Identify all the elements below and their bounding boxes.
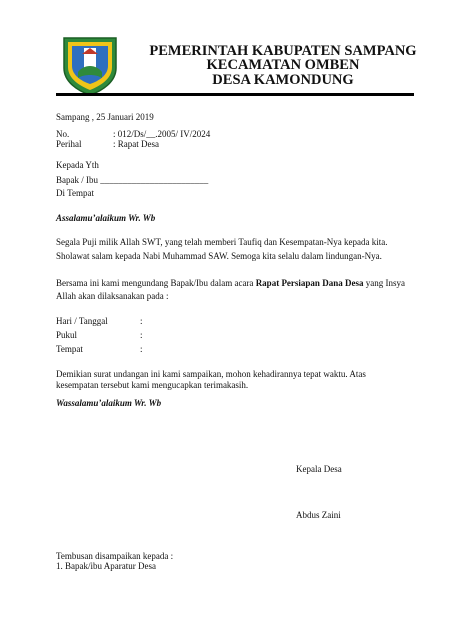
copy-to-heading: Tembusan disampaikan kepada : — [56, 551, 174, 561]
signatory-name: Abdus Zaini — [296, 510, 341, 520]
header-district-line: KECAMATAN OMBEN — [206, 57, 360, 73]
paragraph-3-line-1: Demikian surat undangan ini kami sampaikan, mohon kehadirannya tepat waktu. Atas — [56, 369, 366, 379]
detail-row-date — [56, 316, 143, 327]
paragraph-2-line-1 — [56, 278, 405, 289]
letter-number-label: No. — [56, 129, 70, 139]
recipient-place: Di Tempat — [56, 188, 94, 198]
time-label: Pukul — [56, 330, 78, 340]
subject-value: : Rapat Desa — [113, 139, 159, 149]
paragraph-2-prefix: Bersama ini kami mengundang Bapak/Ibu dalam acara — [56, 278, 256, 288]
regency-emblem-logo — [58, 34, 122, 96]
paragraph-2-suffix: yang Insya — [363, 278, 405, 288]
header-divider — [56, 93, 414, 96]
subject-label: Perihal — [56, 139, 82, 149]
recipient-greeting: Kepada Yth — [56, 160, 99, 170]
header-village-line: DESA KAMONDUNG — [212, 72, 354, 88]
opening-salutation: Assalamu’alaikum Wr. Wb — [56, 213, 156, 223]
detail-row-time — [56, 330, 143, 341]
closing-salutation: Wassalamu’alaikum Wr. Wb — [56, 398, 162, 408]
paragraph-3-line-2: kesempatan tersebut kami mengucapkan terimakasih. — [56, 380, 249, 390]
paragraph-1-line-2: Sholawat salam kepada Nabi Muhammad SAW. Semoga kita selalu dalam lindungan-Nya. — [56, 251, 382, 261]
signatory-title: Kepala Desa — [296, 464, 342, 474]
event-name: Rapat Persiapan Dana Desa — [255, 278, 364, 288]
letter-number-value: : 012/Ds/__.2005/ IV/2024 — [113, 129, 211, 139]
place-colon: : — [140, 344, 143, 354]
subject-row — [56, 139, 159, 150]
place-date: Sampang , 25 Januari 2019 — [56, 112, 154, 122]
detail-row-place — [56, 344, 143, 355]
place-label: Tempat — [56, 344, 83, 354]
header-government-line: PEMERINTAH KABUPATEN SAMPANG — [149, 43, 417, 59]
copy-to-item-1: 1. Bapak/ibu Aparatur Desa — [56, 561, 156, 571]
time-colon: : — [140, 330, 143, 340]
date-label: Hari / Tanggal — [56, 316, 108, 326]
paragraph-2-line-2: Allah akan dilaksanakan pada : — [56, 291, 169, 301]
recipient-name-line: Bapak / Ibu ________________________ — [56, 175, 209, 185]
date-colon: : — [140, 316, 143, 326]
paragraph-1-line-1: Segala Puji milik Allah SWT, yang telah memberi Taufiq dan Kesempatan-Nya kepada kita. — [56, 237, 388, 247]
